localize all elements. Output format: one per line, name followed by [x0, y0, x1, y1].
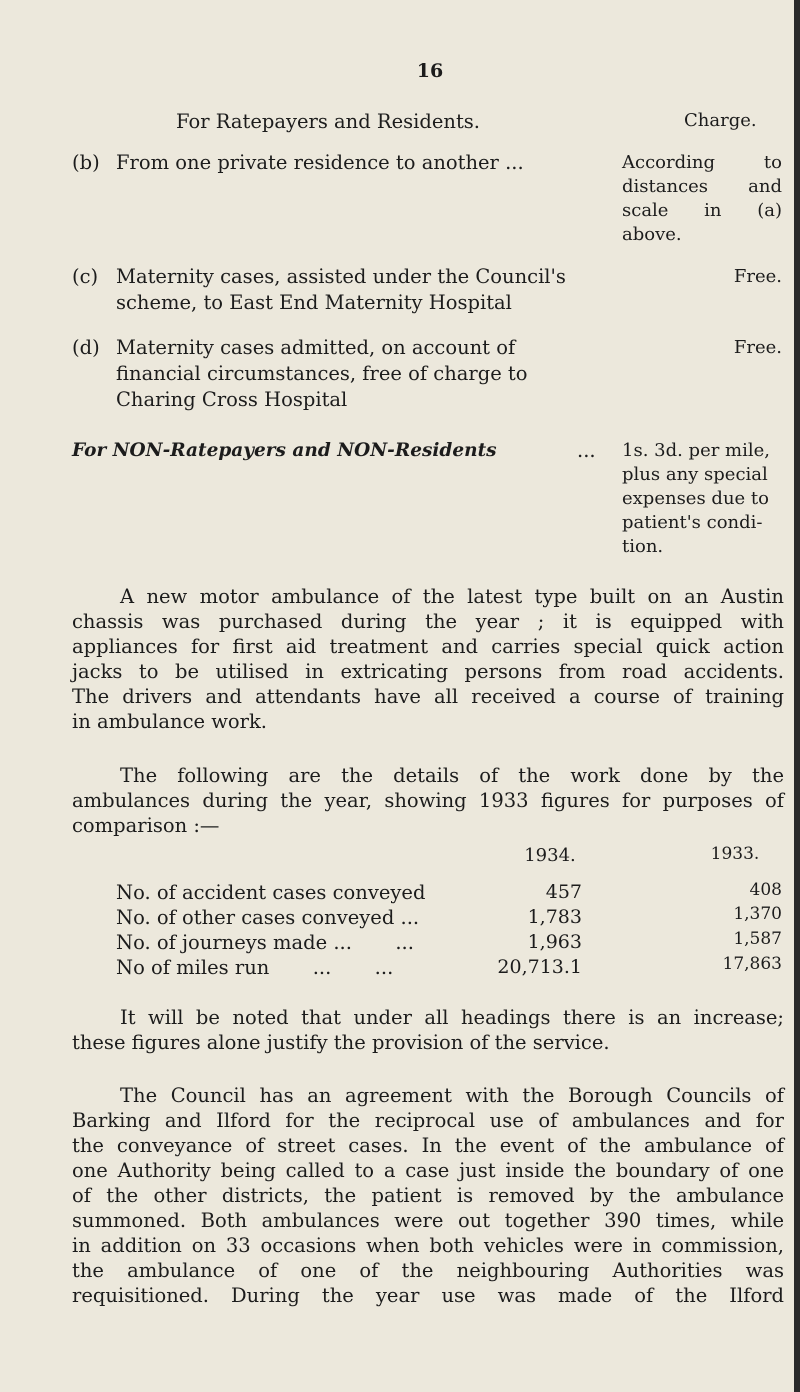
- table-cell-1933: 17,863: [722, 954, 782, 974]
- paragraph-borough-agreement: The Council has an agreement with the Borough Councils of Barking and Ilford for the reciprocal use of ambulances and for the conveyance of street cases. In the event of the ambulance of one Authority being called to a case just inside the boundary of one of the other districts, the patient is removed by the ambulance summoned. Both ambulances were out together 390 times, while in addition on 33 occasions when both vehicles were in commission, the ambulance of one of the neighbouring Authorities was requisitioned. During the year use was made of the Ilford: [72, 1084, 784, 1307]
- table-cell-1934: 457: [545, 881, 582, 903]
- non-residents-heading: For NON-Ratepayers and NON-Residents: [72, 440, 497, 461]
- paragraph-increase-note: It will be noted that under all headings there is an increase; these figures alone justify the provision of the service.: [72, 1006, 784, 1054]
- item-d-label: (d): [72, 336, 100, 359]
- item-c-charge: Free.: [733, 266, 782, 287]
- table-cell-1934: 1,783: [527, 906, 582, 928]
- table-row-label: No. of accident cases conveyed: [116, 881, 426, 904]
- table-header-1933: 1933.: [710, 844, 760, 864]
- table-cell-1933: 1,587: [733, 929, 782, 949]
- item-b-label: (b): [72, 151, 100, 174]
- non-residents-dots: ...: [577, 439, 596, 462]
- table-header-1934: 1934.: [524, 845, 576, 866]
- table-row-label: No. of journeys made ... ...: [116, 931, 414, 954]
- page-edge-shadow: [794, 0, 800, 1392]
- table-row-label: No of miles run ... ...: [116, 956, 394, 979]
- item-d-text-line3: Charing Cross Hospital: [116, 388, 348, 411]
- table-cell-1934: 1,963: [527, 931, 582, 953]
- section-heading-ratepayers: For Ratepayers and Residents.: [176, 110, 481, 133]
- table-cell-1933: 1,370: [733, 904, 782, 924]
- item-d-text-line2: financial circumstances, free of charge to: [116, 362, 528, 385]
- item-c-text-line1: Maternity cases, assisted under the Council's: [116, 265, 566, 288]
- item-c-label: (c): [72, 265, 99, 288]
- item-d-charge: Free.: [733, 337, 782, 358]
- item-c-text-line2: scheme, to East End Maternity Hospital: [116, 291, 512, 314]
- table-cell-1933: 408: [749, 880, 782, 900]
- item-b-text: From one private residence to another ...: [116, 151, 524, 174]
- non-residents-charge: 1s. 3d. per mile, plus any special expenses due to patient's condi- tion.: [622, 440, 771, 557]
- paragraph-work-details: The following are the details of the work done by the ambulances during the year, showing 1933 figures for purposes of comparison :—: [72, 764, 784, 837]
- table-row-label: No. of other cases conveyed ...: [116, 906, 420, 929]
- charge-column-heading: Charge.: [684, 110, 757, 131]
- paragraph-new-ambulance: A new motor ambulance of the latest type built on an Austin chassis was purchased during the year ; it is equipped with appliances for first aid treatment and carries special quick action jacks to be utilised in extricating persons from road accidents. The drivers and attendants have all received a course of training in ambulance work.: [72, 585, 784, 733]
- table-cell-1934: 20,713.1: [497, 956, 582, 978]
- page-number: 16: [416, 60, 444, 82]
- item-d-text-line1: Maternity cases admitted, on account of: [116, 336, 516, 359]
- item-b-charge: According to distances and scale in (a) above.: [622, 152, 782, 245]
